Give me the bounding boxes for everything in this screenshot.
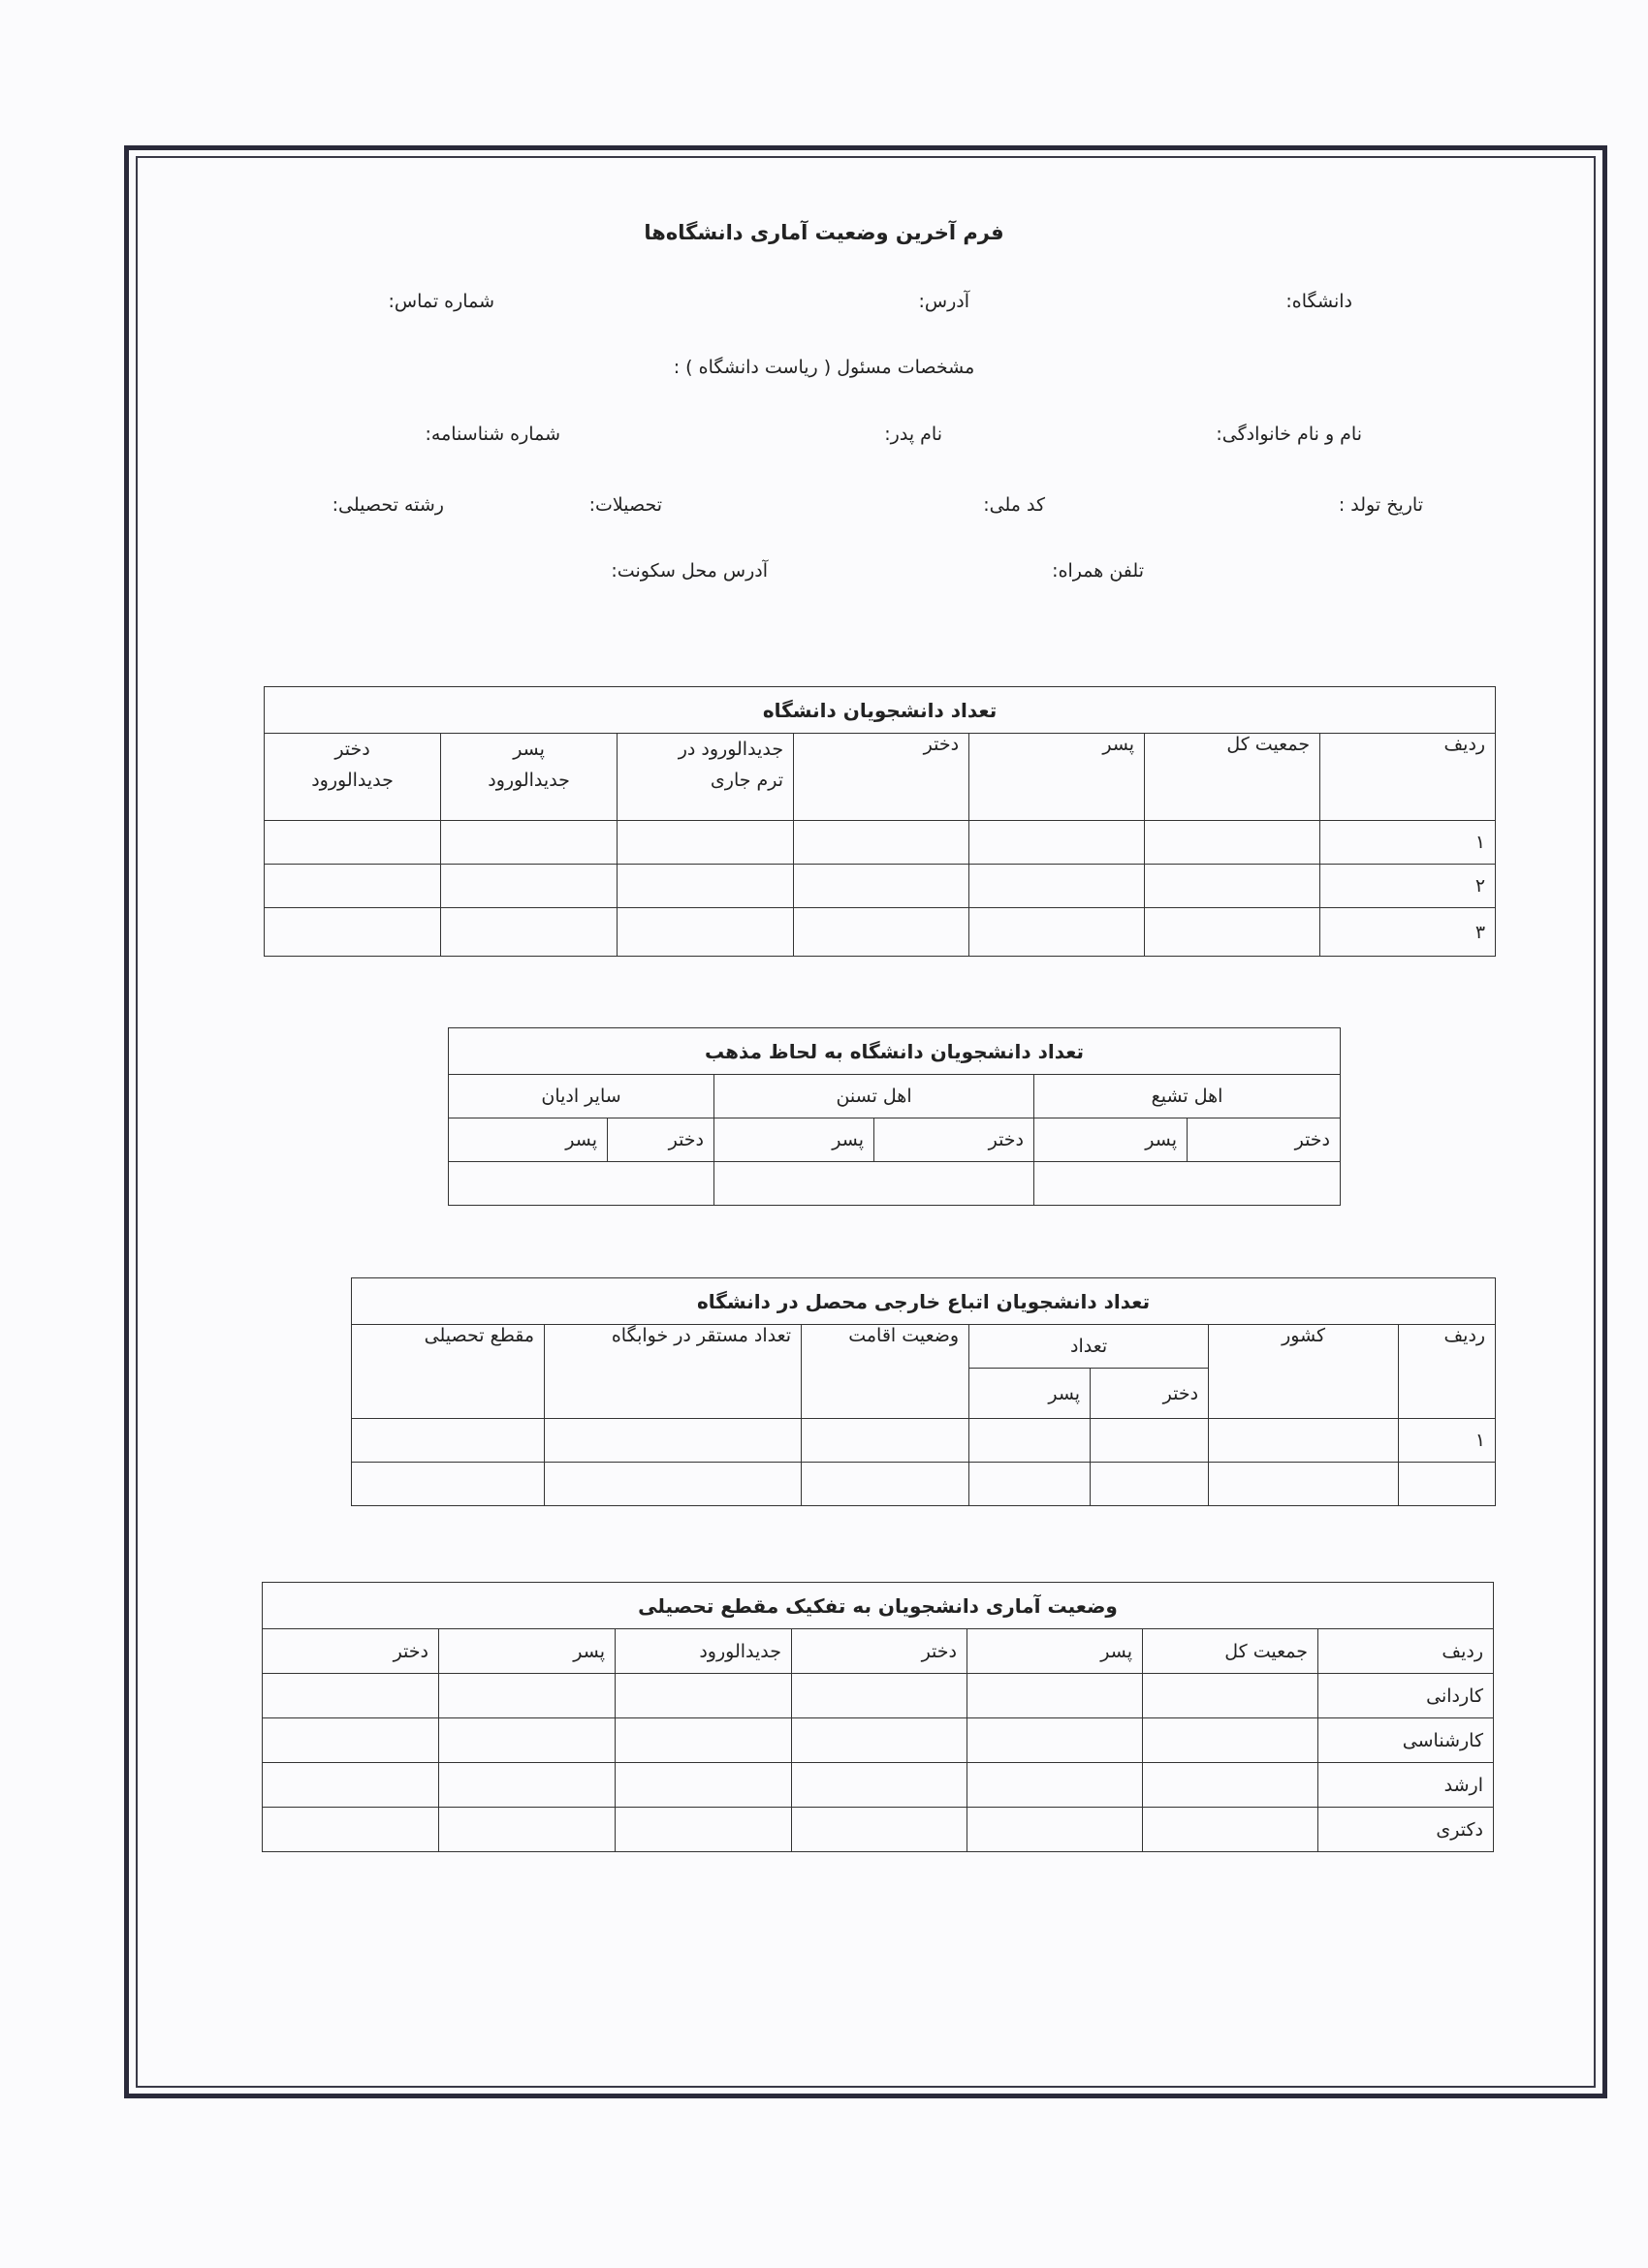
empty-cell[interactable] <box>802 1419 969 1463</box>
empty-cell[interactable] <box>1209 1419 1399 1463</box>
empty-cell[interactable] <box>441 821 618 865</box>
empty-cell[interactable] <box>439 1763 616 1808</box>
row-number <box>1399 1463 1496 1506</box>
empty-cell[interactable] <box>802 1463 969 1506</box>
residence-address-label: آدرس محل سکونت: <box>611 560 768 582</box>
table-caption: تعداد دانشجویان اتباع خارجی محصل در دانشگاه <box>352 1278 1496 1325</box>
empty-cell[interactable] <box>616 1808 792 1852</box>
empty-cell[interactable] <box>616 1674 792 1718</box>
empty-cell[interactable] <box>1145 908 1320 957</box>
empty-cell[interactable] <box>265 908 441 957</box>
empty-cell[interactable] <box>792 1763 967 1808</box>
empty-cell[interactable] <box>616 1763 792 1808</box>
header-other-religions: سایر ادیان <box>449 1075 714 1118</box>
level-bachelor: کارشناسی <box>1318 1718 1494 1763</box>
row-number: ۳ <box>1320 908 1496 957</box>
students-count-table <box>264 686 1496 957</box>
level-associate: کاردانی <box>1318 1674 1494 1718</box>
header-new-entry: جدیدالورود <box>616 1629 792 1674</box>
empty-cell[interactable] <box>616 1718 792 1763</box>
table-row <box>263 1718 1494 1763</box>
empty-cell[interactable] <box>441 865 618 908</box>
header-boy: پسر <box>1034 1118 1188 1162</box>
header-line: جدیدالورود <box>488 770 570 791</box>
empty-cell[interactable] <box>265 865 441 908</box>
address-label: آدرس: <box>918 291 969 312</box>
mobile-label: تلفن همراه: <box>1052 560 1144 582</box>
contact-number-label: شماره تماس: <box>388 291 494 312</box>
header-new-entry-girl <box>265 734 441 821</box>
empty-cell[interactable] <box>794 908 969 957</box>
header-boy: پسر <box>969 1369 1091 1419</box>
empty-cell[interactable] <box>1145 865 1320 908</box>
empty-cell[interactable] <box>967 1808 1143 1852</box>
level-doctorate: دکتری <box>1318 1808 1494 1852</box>
empty-cell[interactable] <box>441 908 618 957</box>
national-code-label: کد ملی: <box>983 494 1045 516</box>
header-total: جمعیت کل <box>1145 734 1320 821</box>
religion-table <box>448 1027 1341 1206</box>
form-title: فرم آخرین وضعیت آماری دانشگاه‌ها <box>644 221 1004 244</box>
table-row <box>265 821 1496 865</box>
header-line: دختر <box>334 739 370 760</box>
header-education-level: مقطع تحصیلی <box>352 1325 545 1419</box>
level-master: ارشد <box>1318 1763 1494 1808</box>
empty-cell[interactable] <box>967 1674 1143 1718</box>
header-row-number: ردیف <box>1320 734 1496 821</box>
header-country: کشور <box>1209 1325 1399 1419</box>
empty-cell[interactable] <box>714 1162 1034 1206</box>
header-shia: اهل تشیع <box>1034 1075 1341 1118</box>
empty-cell[interactable] <box>792 1808 967 1852</box>
header-girl: دختر <box>608 1118 714 1162</box>
empty-cell[interactable] <box>263 1674 439 1718</box>
empty-cell[interactable] <box>1091 1463 1209 1506</box>
empty-cell[interactable] <box>618 865 794 908</box>
id-number-label: شماره شناسنامه: <box>425 424 560 445</box>
empty-cell[interactable] <box>618 908 794 957</box>
empty-cell[interactable] <box>1143 1808 1318 1852</box>
header-count: تعداد <box>969 1325 1209 1369</box>
empty-cell[interactable] <box>792 1718 967 1763</box>
header-new-entry-term <box>618 734 794 821</box>
header-line: جدیدالورود <box>311 770 394 791</box>
field-of-study-label: رشته تحصیلی: <box>332 494 444 516</box>
header-total: جمعیت کل <box>1143 1629 1318 1674</box>
empty-cell[interactable] <box>439 1718 616 1763</box>
header-line: ترم جاری <box>710 770 784 791</box>
header-residence-status: وضعیت اقامت <box>802 1325 969 1419</box>
empty-cell[interactable] <box>545 1419 802 1463</box>
empty-cell[interactable] <box>352 1419 545 1463</box>
empty-cell[interactable] <box>794 821 969 865</box>
empty-cell[interactable] <box>1143 1718 1318 1763</box>
education-level-table <box>262 1582 1494 1852</box>
table-row <box>263 1763 1494 1808</box>
row-number: ۱ <box>1399 1419 1496 1463</box>
empty-cell[interactable] <box>1143 1763 1318 1808</box>
table-row <box>352 1419 1496 1463</box>
empty-cell[interactable] <box>1145 821 1320 865</box>
empty-cell[interactable] <box>969 865 1145 908</box>
row-number: ۱ <box>1320 821 1496 865</box>
empty-cell[interactable] <box>967 1718 1143 1763</box>
header-girl: دختر <box>874 1118 1034 1162</box>
table-row <box>263 1808 1494 1852</box>
empty-cell[interactable] <box>352 1463 545 1506</box>
birth-date-label: تاریخ تولد : <box>1338 494 1423 516</box>
header-new-entry-boy: پسر <box>439 1629 616 1674</box>
empty-cell[interactable] <box>1091 1419 1209 1463</box>
header-girl: دختر <box>1091 1369 1209 1419</box>
header-row-number: ردیف <box>1318 1629 1494 1674</box>
empty-cell[interactable] <box>792 1674 967 1718</box>
header-new-entry-girl: دختر <box>263 1629 439 1674</box>
header-new-entry-boy <box>441 734 618 821</box>
empty-cell[interactable] <box>439 1808 616 1852</box>
table-caption: تعداد دانشجویان دانشگاه <box>265 687 1496 734</box>
empty-cell[interactable] <box>263 1718 439 1763</box>
row-number: ۲ <box>1320 865 1496 908</box>
empty-cell[interactable] <box>263 1763 439 1808</box>
header-boy: پسر <box>714 1118 874 1162</box>
header-boy: پسر <box>967 1629 1143 1674</box>
header-line: جدیدالورود در <box>678 739 784 760</box>
empty-cell[interactable] <box>263 1808 439 1852</box>
header-dorm-count: تعداد مستقر در خوابگاه <box>545 1325 802 1419</box>
header-row-number: ردیف <box>1399 1325 1496 1419</box>
father-name-label: نام پدر: <box>884 424 942 445</box>
empty-cell[interactable] <box>969 1463 1091 1506</box>
table-row <box>265 865 1496 908</box>
empty-cell[interactable] <box>794 865 969 908</box>
header-boy: پسر <box>449 1118 608 1162</box>
empty-cell[interactable] <box>969 1419 1091 1463</box>
table-caption: تعداد دانشجویان دانشگاه به لحاظ مذهب <box>449 1028 1341 1075</box>
header-boy: پسر <box>969 734 1145 821</box>
empty-cell[interactable] <box>969 908 1145 957</box>
empty-cell[interactable] <box>1143 1674 1318 1718</box>
education-label: تحصیلات: <box>588 494 662 516</box>
full-name-label: نام و نام خانوادگی: <box>1216 424 1362 445</box>
table-row <box>265 908 1496 957</box>
table-row <box>263 1674 1494 1718</box>
header-line: پسر <box>513 739 545 760</box>
empty-cell[interactable] <box>449 1162 714 1206</box>
university-label: دانشگاه: <box>1285 291 1352 312</box>
header-girl: دختر <box>792 1629 967 1674</box>
empty-cell[interactable] <box>967 1763 1143 1808</box>
header-sunni: اهل تسنن <box>714 1075 1034 1118</box>
responsible-heading: مشخصات مسئول ( ریاست دانشگاه ) : <box>673 357 975 378</box>
empty-cell[interactable] <box>439 1674 616 1718</box>
empty-cell[interactable] <box>265 821 441 865</box>
empty-cell[interactable] <box>618 821 794 865</box>
foreign-students-table <box>351 1277 1496 1506</box>
empty-cell[interactable] <box>969 821 1145 865</box>
table-row <box>352 1463 1496 1506</box>
table-row <box>449 1162 1341 1206</box>
header-girl: دختر <box>794 734 969 821</box>
empty-cell[interactable] <box>1209 1463 1399 1506</box>
empty-cell[interactable] <box>545 1463 802 1506</box>
header-girl: دختر <box>1188 1118 1341 1162</box>
empty-cell[interactable] <box>1034 1162 1341 1206</box>
table-caption: وضعیت آماری دانشجویان به تفکیک مقطع تحصیلی <box>263 1583 1494 1629</box>
